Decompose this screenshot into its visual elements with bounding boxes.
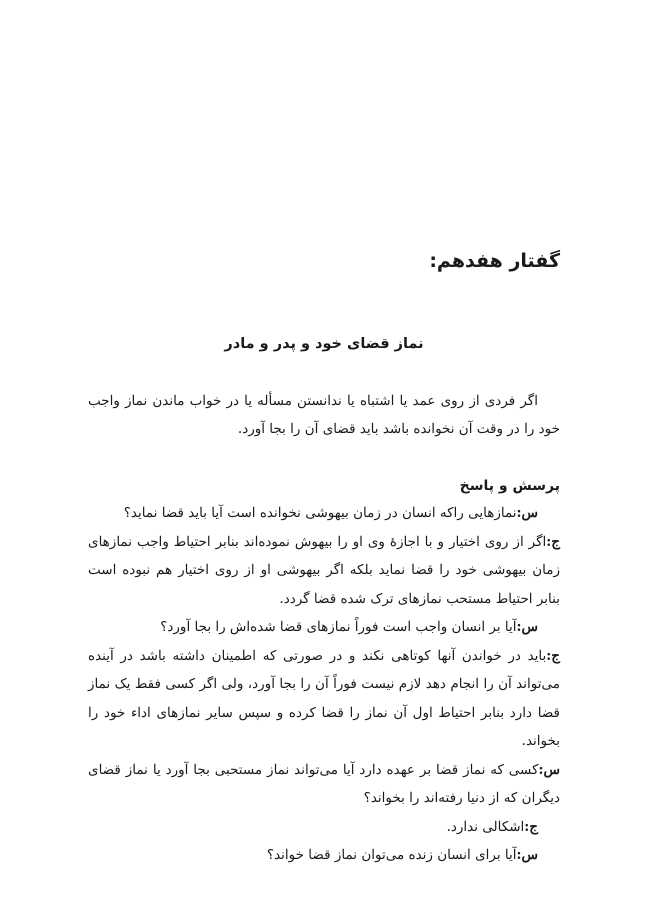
question-item	[88, 841, 560, 870]
question-text: آیا بر انسان واجب است فوراً نمازهای قضا شده‌اش را بجا آورد؟	[160, 619, 517, 635]
answer-item	[88, 813, 560, 842]
question-text: آیا برای انسان زنده می‌توان نماز قضا خواند؟	[266, 847, 517, 863]
question-text: کسی که نماز قضا بر عهده دارد آیا می‌تواند نماز مستحبی بجا آورد یا نماز قضای دیگران که از دنیا رفته‌اند را بخواند؟	[88, 761, 560, 806]
answer-text: اشکالی ندارد.	[446, 818, 525, 835]
question-item	[88, 613, 560, 642]
chapter-title: گفتار هفدهم:	[429, 250, 560, 272]
question-item	[88, 499, 560, 528]
qa-list	[88, 499, 560, 870]
question-label: س:	[538, 761, 560, 778]
question-item	[88, 756, 560, 813]
qa-heading: پرسش و پاسخ	[459, 478, 560, 494]
answer-item	[88, 528, 560, 614]
answer-label: ج:	[546, 647, 560, 664]
question-text: نمازهایی راکه انسان در زمان بیهوشی نخوانده است آیا باید قضا نماید؟	[123, 505, 517, 521]
question-label: س:	[516, 619, 538, 635]
question-label: س:	[516, 505, 538, 521]
answer-text: اگر از روی اختیار و با اجازهٔ وی او را بیهوش نموده‌اند بنابر احتیاط واجب نمازهای زمان بیهوشی خود را قضا نماید بلکه اگر بیهوشی او از روی اختیار هم نبوده است بنابر احتیاط مستحب نمازهای ترک شده قضا گردد.	[88, 533, 560, 607]
answer-label: ج:	[546, 533, 560, 550]
answer-item	[88, 642, 560, 756]
question-label: س:	[516, 847, 538, 863]
answer-text: باید در خواندن آنها کوتاهی نکند و در صورتی که اطمینان داشته باشد در آینده می‌تواند آن را انجام دهد لازم نیست فوراً آن را بجا آورد، ولی اگر کسی فقط یک نماز قضا دارد بنابر احتیاط اول آن نماز را قضا کرده و سپس سایر نمازهای اداء خود را بخواند.	[88, 647, 560, 749]
book-page	[88, 0, 560, 919]
intro-paragraph: اگر فردی از روی عمد یا اشتباه یا ندانستن مسأله یا در خواب ماندن نماز واجب خود را در وقت آن نخوانده باشد باید قضای آن را بجا آورد.	[88, 393, 560, 437]
answer-label: ج:	[524, 818, 538, 835]
section-title: نماز قضای خود و پدر و مادر	[224, 336, 424, 352]
